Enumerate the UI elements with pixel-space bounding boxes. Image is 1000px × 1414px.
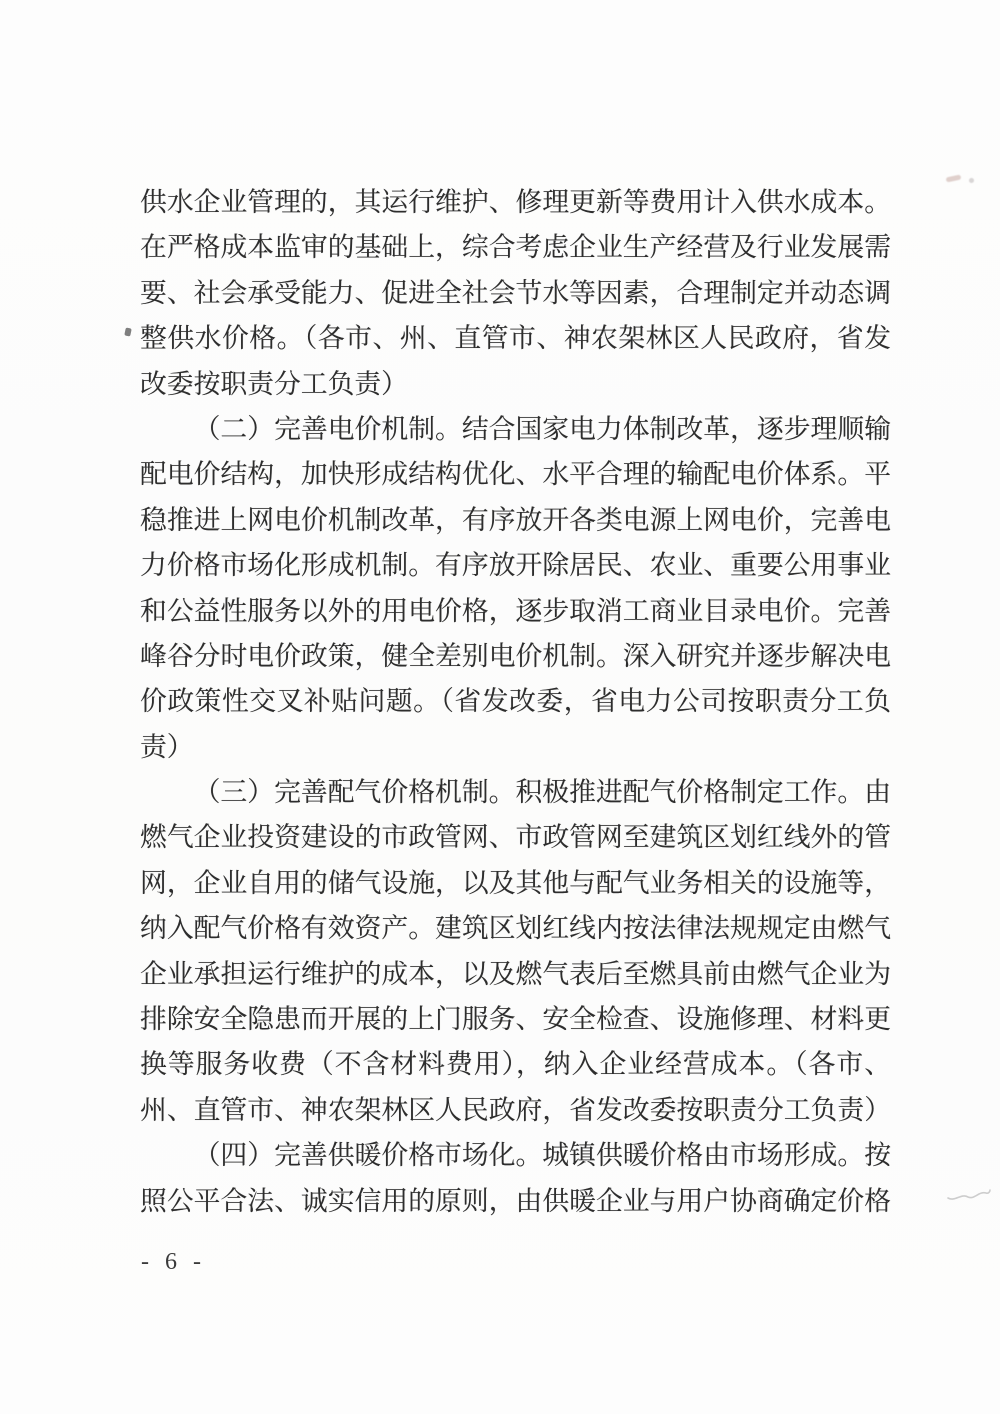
text-line: （三）完善配气价格机制。积极推进配气价格制定工作。由	[193, 777, 891, 808]
paragraph	[140, 407, 891, 770]
text-line: 力价格市场化形成机制。有序放开除居民、农业、重要公用事业	[140, 550, 891, 581]
paragraph	[140, 180, 891, 407]
text-line: 整供水价格。（各市、州、直管市、神农架林区人民政府，省发	[140, 323, 891, 354]
text-line: 和公益性服务以外的用电价格，逐步取消工商业目录电价。完善	[140, 595, 891, 626]
text-line: 换等服务收费（不含材料费用），纳入企业经营成本。（各市、	[140, 1049, 891, 1080]
text-line: 照公平合法、诚实信用的原则，由供暖企业与用户协商确定价格	[140, 1185, 891, 1216]
text-line: 改委按职责分工负责）	[140, 368, 408, 399]
text-line: 要、社会承受能力、促进全社会节水等因素，合理制定并动态调	[140, 277, 891, 308]
text-line: 企业承担运行维护的成本，以及燃气表后至燃具前由燃气企业为	[140, 958, 891, 989]
page-number: - 6 -	[141, 1249, 206, 1275]
text-line: 稳推进上网电价机制改革，有序放开各类电源上网电价，完善电	[140, 504, 891, 535]
text-line: 纳入配气价格有效资产。建筑区划红线内按法律法规规定由燃气	[140, 913, 891, 944]
text-line: 在严格成本监审的基础上，综合考虑企业生产经营及行业发展需	[140, 232, 891, 263]
scan-artifact-ink-dot	[124, 327, 132, 336]
text-line: 供水企业管理的，其运行维护、修理更新等费用计入供水成本。	[140, 187, 891, 217]
text-line: 配电价结构，加快形成结构优化、水平合理的输配电价体系。平	[140, 459, 891, 490]
text-line: 网，企业自用的储气设施，以及其他与配气业务相关的设施等，	[140, 867, 891, 898]
text-line: 价政策性交叉补贴问题。（省发改委，省电力公司按职责分工负	[140, 686, 891, 717]
text-line: 排除安全隐患而开展的上门服务、安全检查、设施修理、材料更	[140, 1004, 891, 1035]
paragraph	[140, 770, 891, 1133]
text-line: 州、直管市、神农架林区人民政府，省发改委按职责分工负责）	[140, 1094, 891, 1125]
scan-artifact-pink-smudge	[946, 174, 962, 182]
paragraph	[140, 1133, 891, 1224]
scan-artifact-pencil-scribble	[946, 1184, 992, 1206]
text-line: 燃气企业投资建设的市政管网、市政管网至建筑区划红线外的管	[140, 822, 891, 853]
text-line: 峰谷分时电价政策，健全差别电价机制。深入研究并逐步解决电	[140, 640, 891, 671]
text-line: （二）完善电价机制。结合国家电力体制改革，逐步理顺输	[193, 413, 891, 444]
scan-artifact-gray-dot	[969, 178, 974, 183]
text-line: 责）	[140, 731, 194, 762]
text-line: （四）完善供暖价格市场化。城镇供暖价格由市场形成。按	[193, 1140, 891, 1171]
text-block	[140, 180, 891, 1224]
